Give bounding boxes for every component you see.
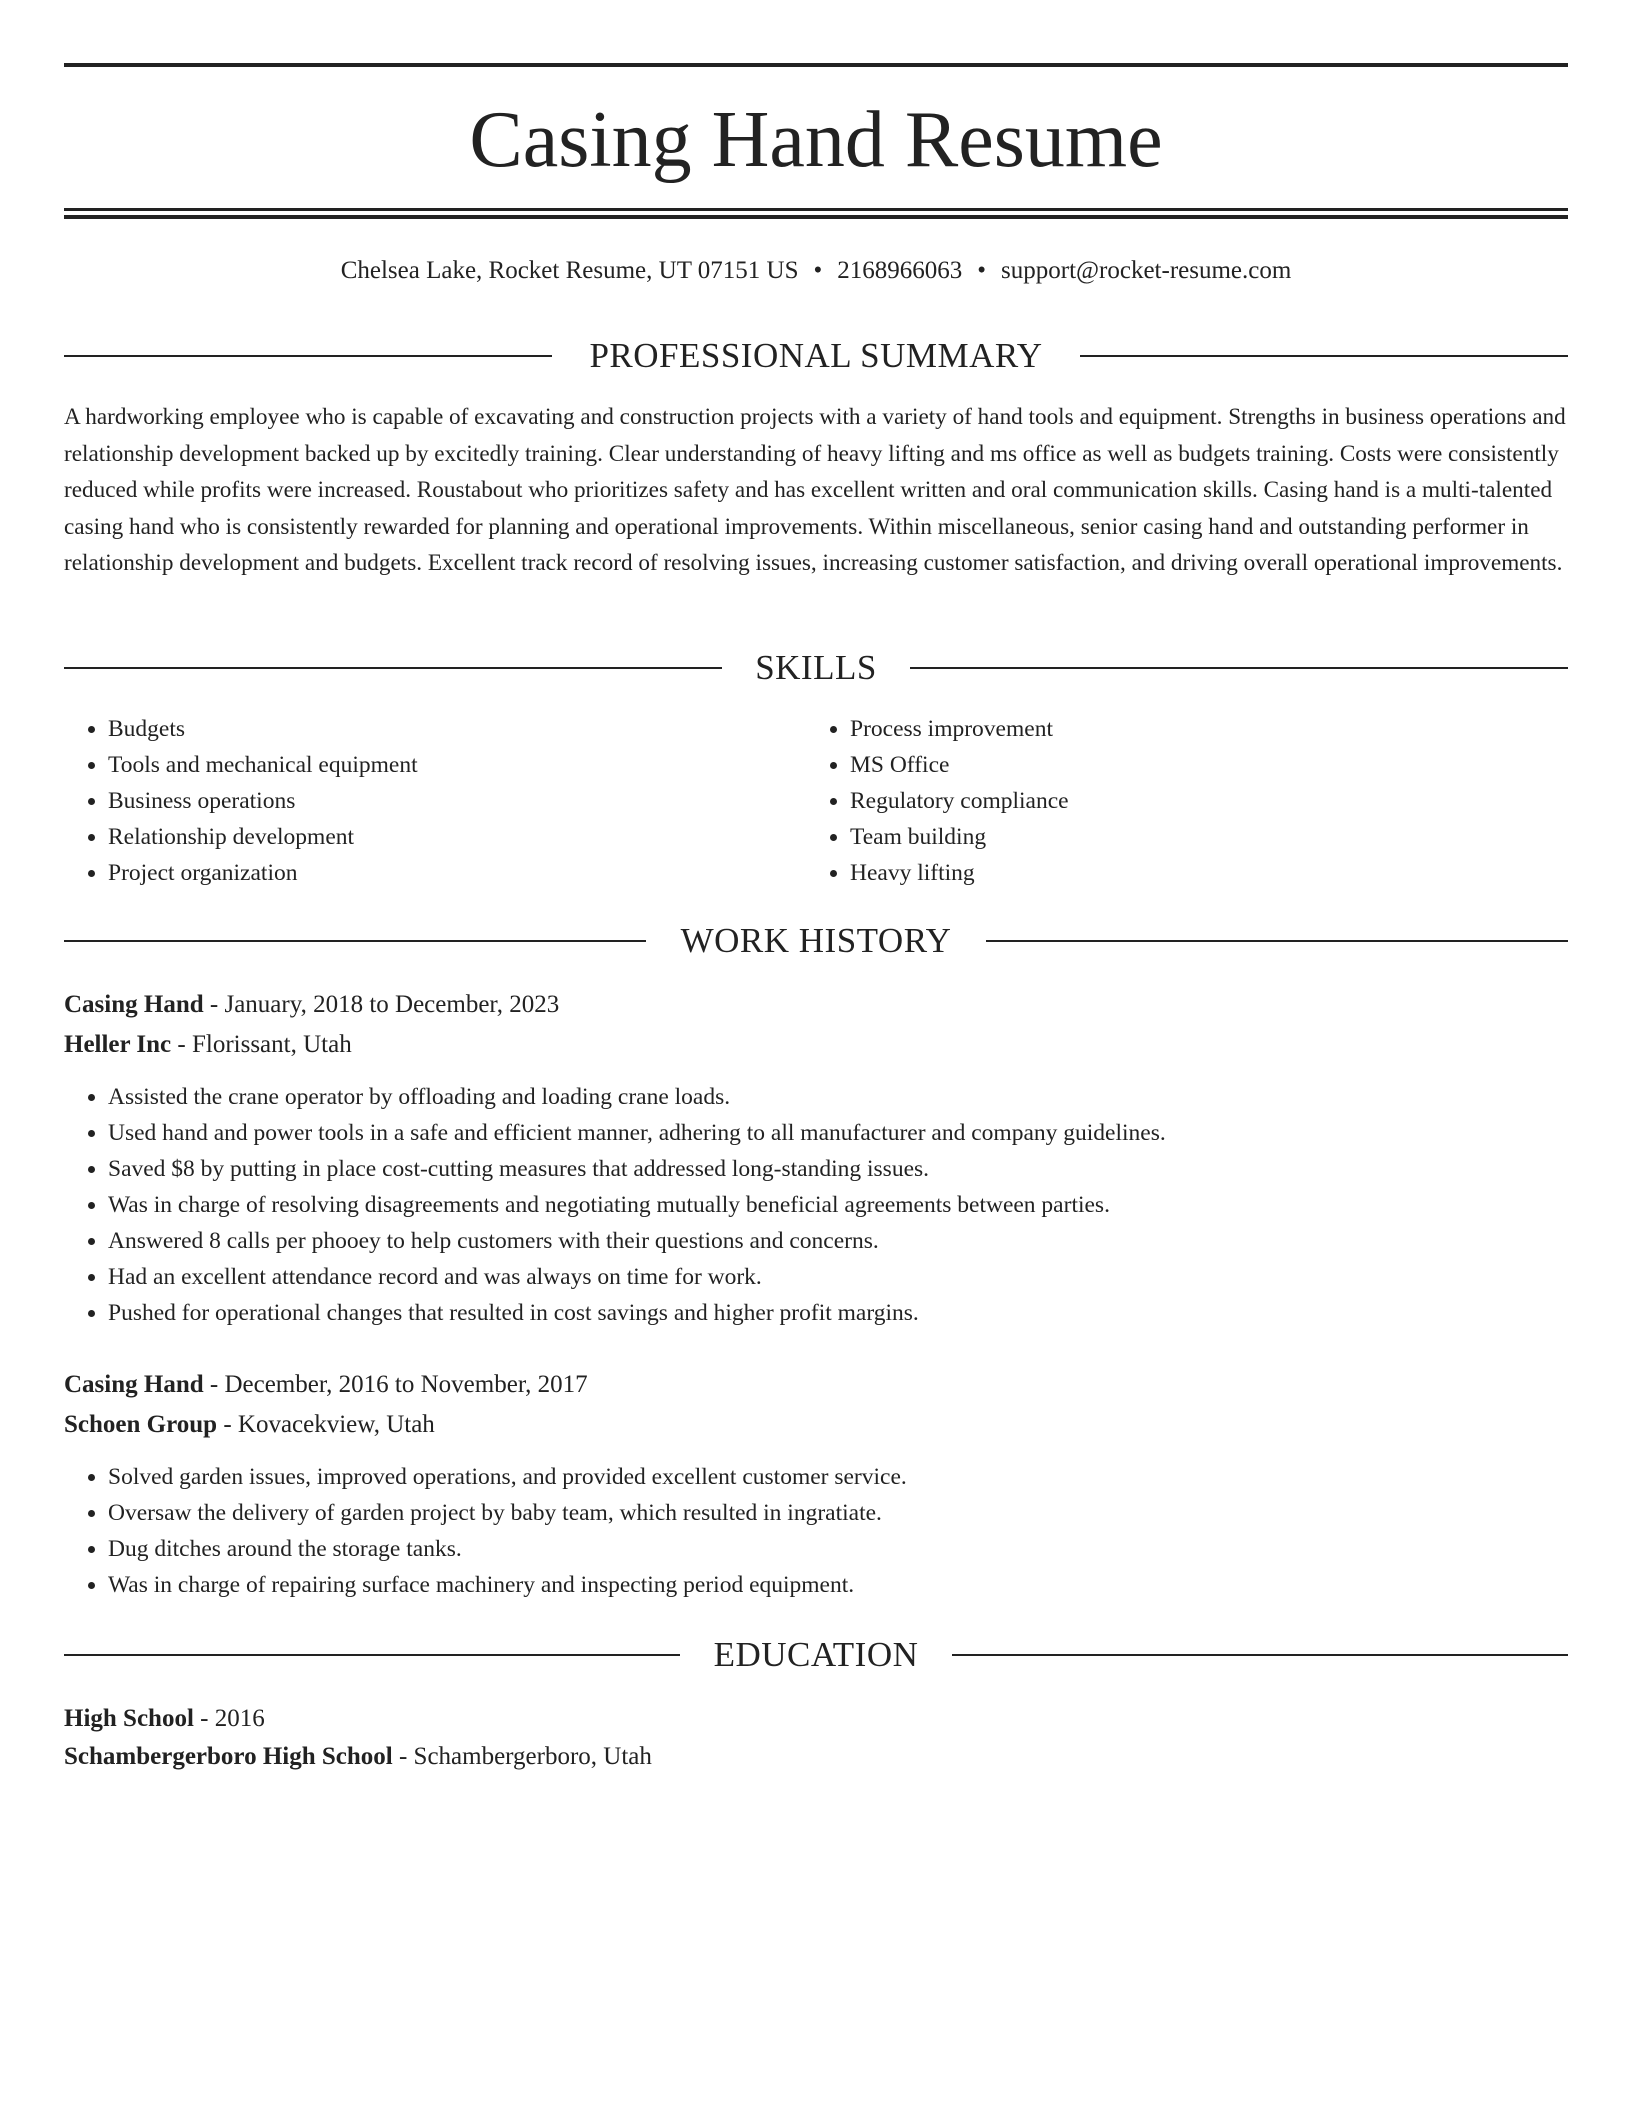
section-heading-work [64, 919, 1568, 963]
skills-column-right [806, 711, 1546, 891]
job-location: - Florissant, Utah [171, 1031, 352, 1058]
job-duty: • Pushed for operational changes that resulted in cost savings and higher profit margins. [108, 1295, 1568, 1331]
section-title-skills: SKILLS [755, 648, 877, 687]
contact-phone: 2168966063 [837, 257, 963, 284]
job-duty: • Used hand and power tools in a safe and efficient manner, adhering to all manufacturer and company guidelines. [108, 1115, 1568, 1151]
header-bottom-rule [64, 208, 1568, 211]
section-heading-skills [64, 646, 1568, 690]
job-duties-list [64, 1459, 1568, 1603]
heading-rule-right [910, 667, 1568, 669]
section-title-work: WORK HISTORY [680, 921, 952, 960]
job-duty: • Oversaw the delivery of garden project by baby team, which resulted in ingratiate. [108, 1495, 1568, 1531]
job-duty: • Solved garden issues, improved operations, and provided excellent customer service. [108, 1459, 1568, 1495]
job-title-line [64, 1367, 588, 1403]
skill-item: • Budgets [108, 711, 804, 747]
skill-item: • Heavy lifting [850, 855, 1546, 891]
section-heading-education [64, 1633, 1568, 1677]
heading-rule-right [1080, 355, 1568, 357]
job-company-line [64, 1407, 435, 1443]
job-duty: • Dug ditches around the storage tanks. [108, 1531, 1568, 1567]
heading-rule-right [952, 1654, 1568, 1656]
contact-address: Chelsea Lake, Rocket Resume, UT 07151 US [340, 257, 799, 284]
summary-text: A hardworking employee who is capable of excavating and construction projects with a variety of hand tools and equipment. Strengths in business operations and relationship development backed up by excitedly training. Clear understanding of heavy lifting and ms office as well as budgets training. Costs were consistently reduced while profits were increased. Roustabout who prioritizes safety and has excellent written and oral communication skills. Casing hand is a multi-talented casing hand who is consistently rewarded for planning and operational improvements. Within miscellaneous, senior casing hand and outstanding performer in relationship development and budgets. Excellent track record of resolving issues, increasing customer satisfaction, and driving overall operational improvements. [64, 404, 1566, 576]
skill-item: • Tools and mechanical equipment [108, 747, 804, 783]
skill-item: • Relationship development [108, 819, 804, 855]
job-title-line [64, 987, 559, 1023]
job-duty: • Had an excellent attendance record and was always on time for work. [108, 1259, 1568, 1295]
education-degree: High School [64, 1705, 194, 1732]
heading-rule-right [986, 940, 1568, 942]
education-school-line [64, 1739, 652, 1775]
job-dates: - January, 2018 to December, 2023 [203, 991, 560, 1018]
skill-item: • Process improvement [850, 711, 1546, 747]
contact-line [64, 254, 1568, 288]
education-year: - 2016 [193, 1705, 265, 1732]
skill-item: • Regulatory compliance [850, 783, 1546, 819]
job-location: - Kovacekview, Utah [217, 1411, 435, 1438]
skill-item: • MS Office [850, 747, 1546, 783]
skill-item: • Team building [850, 819, 1546, 855]
section-title-summary: PROFESSIONAL SUMMARY [589, 336, 1043, 375]
education-school: Schambergerboro High School [64, 1743, 393, 1770]
job-duty: • Assisted the crane operator by offloading and loading crane loads. [108, 1079, 1568, 1115]
job-duties-list [64, 1079, 1568, 1331]
skill-item: • Business operations [108, 783, 804, 819]
section-heading-summary [64, 334, 1568, 378]
job-company: Schoen Group [64, 1411, 218, 1438]
skills-column-left [64, 711, 804, 891]
job-duty: • Was in charge of resolving disagreements and negotiating mutually beneficial agreements between parties. [108, 1187, 1568, 1223]
job-title: Casing Hand [64, 1371, 204, 1398]
contact-separator: • [813, 257, 823, 284]
job-duty: • Saved $8 by putting in place cost-cutting measures that addressed long-standing issues. [108, 1151, 1568, 1187]
contact-email: support@rocket-resume.com [1001, 257, 1292, 284]
resume-title: Casing Hand Resume [469, 96, 1163, 184]
job-duty: • Answered 8 calls per phooey to help customers with their questions and concerns. [108, 1223, 1568, 1259]
job-company-line [64, 1027, 352, 1063]
header-bottom-rule-2 [64, 215, 1568, 219]
section-title-education: EDUCATION [713, 1635, 919, 1674]
education-degree-line [64, 1701, 265, 1737]
skill-item: • Project organization [108, 855, 804, 891]
job-title: Casing Hand [64, 991, 204, 1018]
job-duty: • Was in charge of repairing surface machinery and inspecting period equipment. [108, 1567, 1568, 1603]
contact-separator: • [977, 257, 987, 284]
job-company: Heller Inc [64, 1031, 172, 1058]
education-location: - Schambergerboro, Utah [392, 1743, 652, 1770]
header-top-rule [64, 63, 1568, 67]
job-dates: - December, 2016 to November, 2017 [203, 1371, 588, 1398]
